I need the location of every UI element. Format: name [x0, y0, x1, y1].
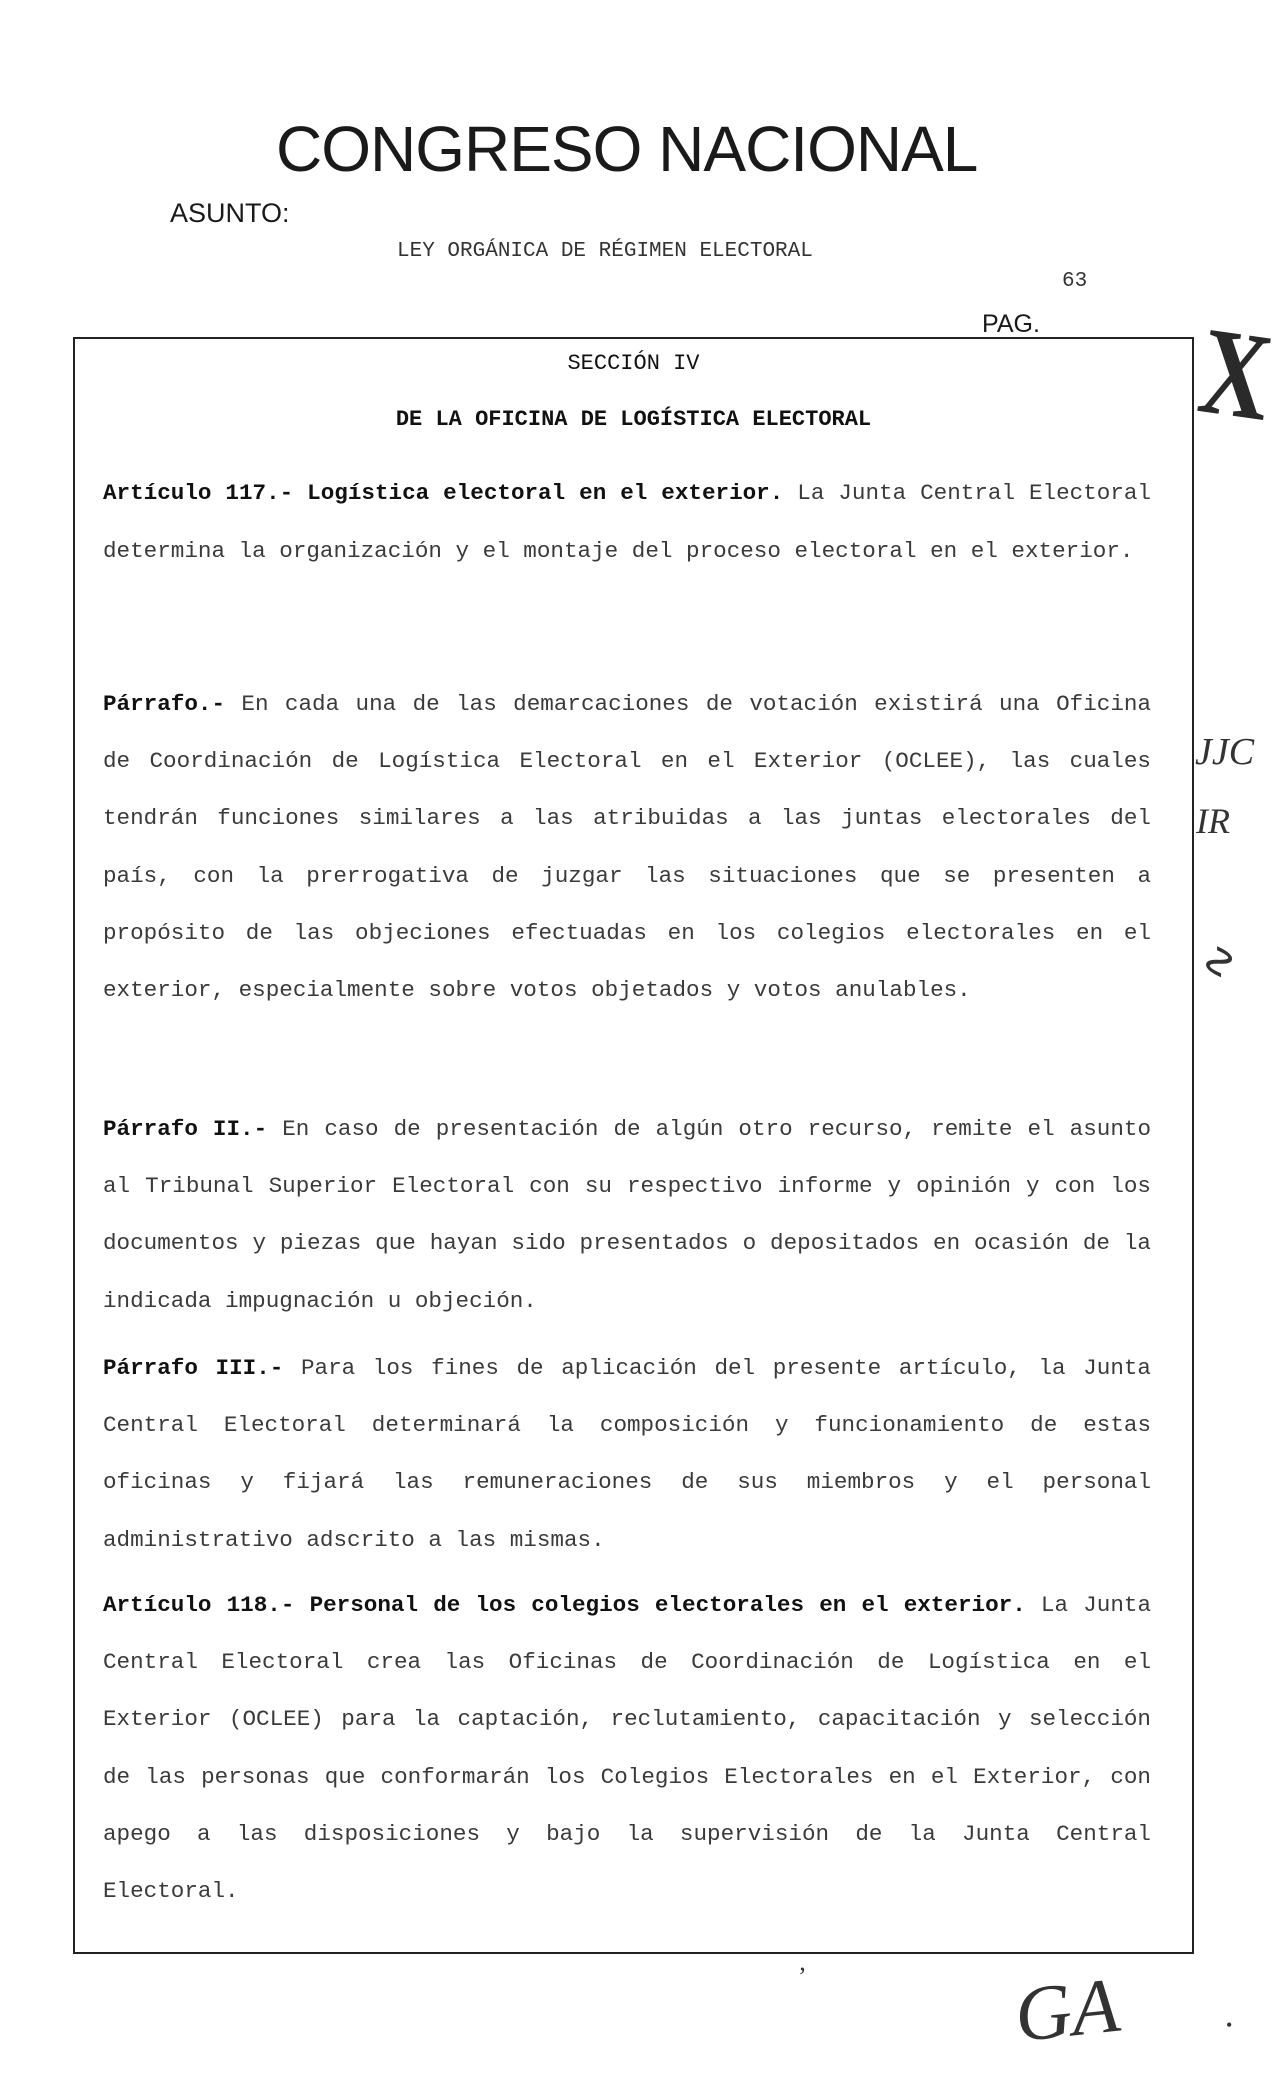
- initials-ga: GA: [1010, 1960, 1124, 2059]
- content-frame: [73, 337, 1194, 1954]
- pen-tick-mark: ’: [798, 1962, 807, 1991]
- section-title: DE LA OFICINA DE LOGÍSTICA ELECTORAL: [395, 407, 872, 432]
- parrafo-2: [103, 1101, 1151, 1330]
- parrafo-3-label: Párrafo III.-: [103, 1355, 284, 1381]
- parrafo-1-text: En cada una de las demarcaciones de votación existirá una Oficina de Coordinación de Logística Electoral en el Exterior (OCLEE), las cuales tendrán funciones similares a las atribuidas a las juntas electorales del país, con la prerrogativa de juzgar las situaciones que se presenten a propósito de las objeciones efectuadas en los colegios electorales en el exterior, especialmente sobre votos objetados y votos anulables.: [103, 691, 1151, 1004]
- parrafo-3-text: Para los fines de aplicación del presente artículo, la Junta Central Electoral determinará la composición y funcionamiento de estas oficinas y fijará las remuneraciones de sus miembros y el personal administrativo adscrito a las mismas.: [103, 1355, 1151, 1553]
- handwritten-scribble: ∿: [1193, 937, 1247, 979]
- parrafo-3: [103, 1340, 1151, 1569]
- article-118-text: La Junta Central Electoral crea las Oficinas de Coordinación de Logística en el Exterior (OCLEE) para la captación, reclutamiento, capacitación y selección de las personas que conformarán los Colegios Electorales en el Exterior, con apego a las disposiciones y bajo la supervisión de la Junta Central Electoral.: [103, 1592, 1151, 1905]
- article-118: [103, 1577, 1151, 1920]
- initials-jjc: JJC: [1195, 731, 1255, 773]
- signature-x-mark: X: [1191, 299, 1280, 448]
- pag-label: PAG.: [982, 310, 1040, 338]
- page-number: 63: [1062, 270, 1088, 293]
- pen-dot-mark: •: [1226, 2015, 1233, 2035]
- asunto-value: LEY ORGÁNICA DE RÉGIMEN ELECTORAL: [397, 240, 813, 263]
- article-117: [103, 464, 1151, 580]
- parrafo-2-label: Párrafo II.-: [103, 1116, 268, 1142]
- parrafo-2-text: En caso de presentación de algún otro recurso, remite el asunto al Tribunal Superior Electoral con su respectivo informe y opinión y con los documentos y piezas que hayan sido presentados o depositados en ocasión de la indicada impugnación u objeción.: [103, 1116, 1151, 1314]
- header-institution: CONGRESO NACIONAL: [276, 113, 978, 185]
- article-117-label: Artículo 117.- Logística electoral en el exterior.: [103, 480, 784, 506]
- parrafo-1-label: Párrafo.-: [103, 691, 226, 717]
- article-118-label: Artículo 118.- Personal de los colegios electorales en el exterior.: [103, 1592, 1026, 1618]
- parrafo-1: [103, 676, 1151, 1019]
- article-117-text: La Junta Central Electoral determina la organización y el montaje del proceso electoral en el exterior.: [103, 480, 1151, 564]
- asunto-label: ASUNTO:: [170, 198, 290, 228]
- initials-ir: IR: [1196, 801, 1230, 841]
- section-number: SECCIÓN IV: [567, 351, 700, 376]
